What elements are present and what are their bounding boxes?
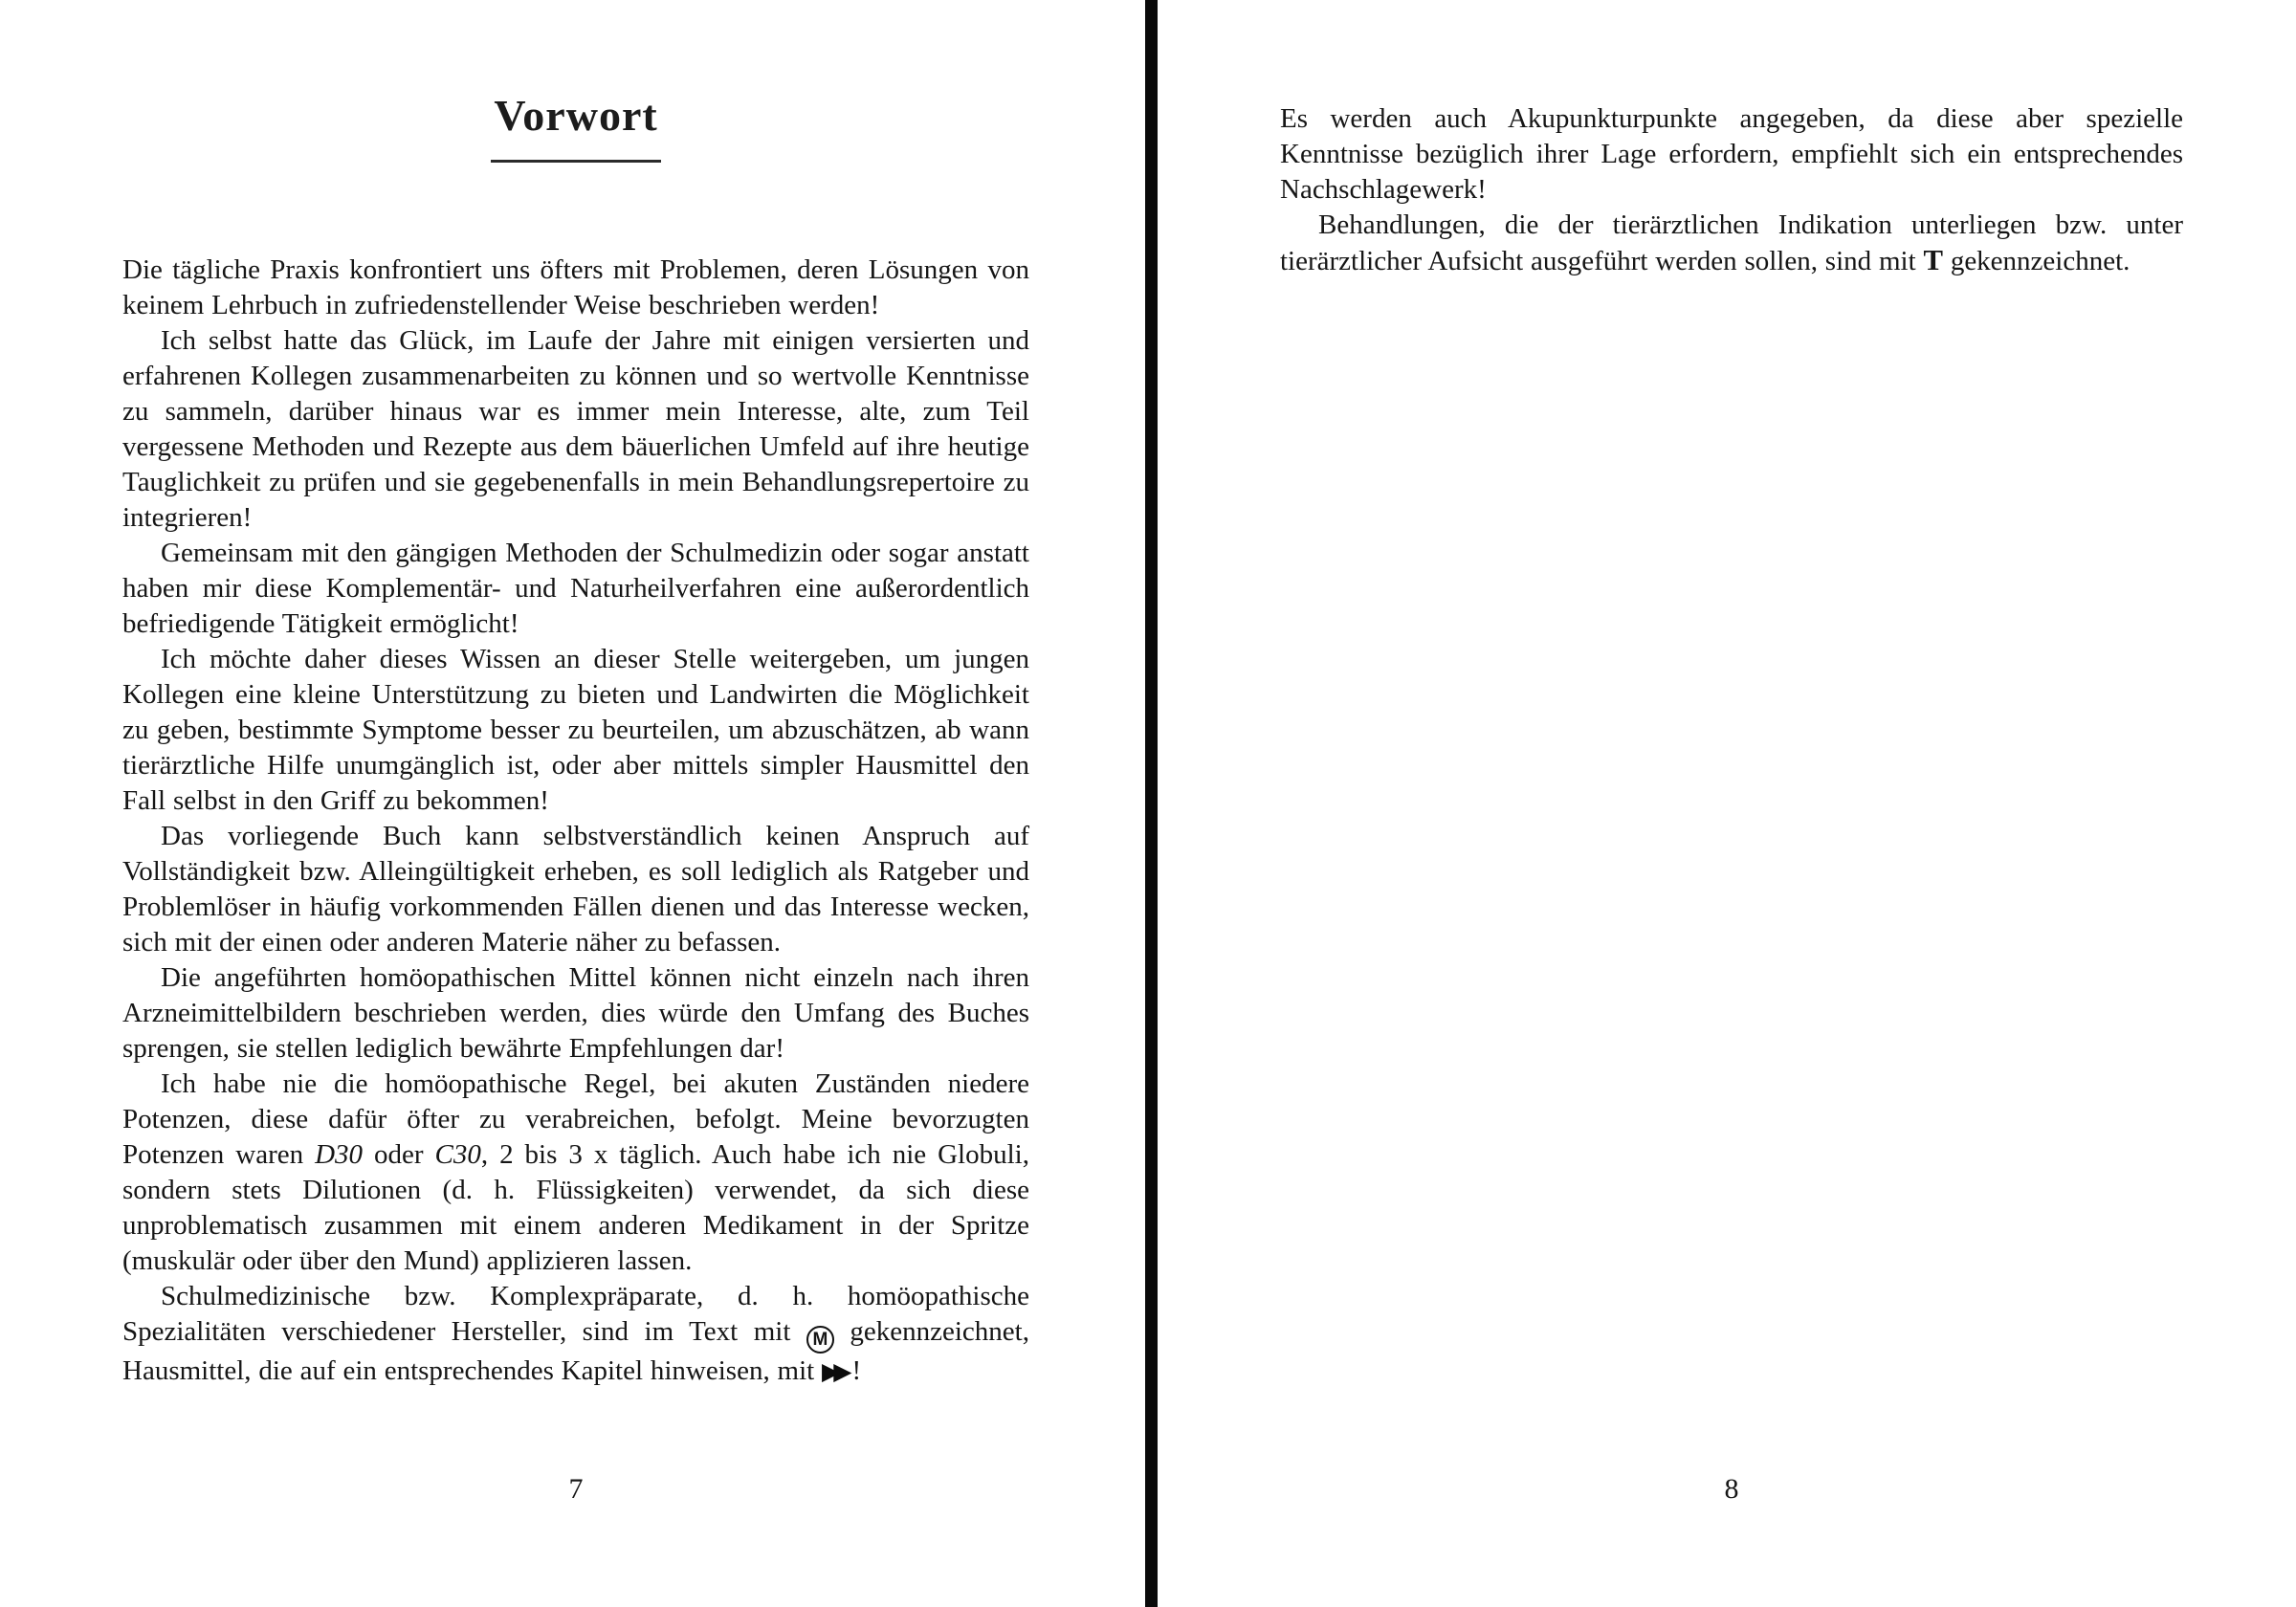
circled-m-icon: M bbox=[806, 1326, 834, 1354]
paragraph bbox=[122, 1279, 1029, 1389]
text-run: Ich habe nie die homöopathische Regel, bei akuten Zuständen niedere Potenzen, diese dafür öfter zu verabreichen, befolgt. Meine bevorzugten Potenzen waren bbox=[122, 1068, 1029, 1170]
right-page-body bbox=[1280, 101, 2183, 279]
text-run: Ich selbst hatte das Glück, im Laufe der Jahre mit einigen versierten und erfahrenen Kollegen zusammenarbeiten zu können und so wertvolle Kenntnisse zu sammeln, darüber hinaus war es immer mein Interesse, alte, zum Teil vergessene Methoden und Rezepte aus dem bäuerlichen Umfeld auf ihre heutige Tauglichkeit zu prüfen und sie gegebenenfalls in mein Behandlungsrepertoire zu integrieren! bbox=[122, 325, 1029, 533]
text-run: Gemeinsam mit den gängigen Methoden der Schulmedizin oder sogar anstatt haben mir diese Komplementär- und Naturheilverfahren eine außerordentlich befriedigende Tätigkeit ermöglicht! bbox=[122, 538, 1029, 639]
paragraph bbox=[122, 253, 1029, 323]
text-run: ! bbox=[851, 1355, 862, 1386]
text-run: , 2 bis 3 x täglich. Auch habe ich nie Globuli, sondern stets Dilutionen (d. h. Flüssigkeiten) verwendet, da sich diese unproblematisch zusammen mit einem anderen Medikament in der Spritze (muskulär oder über den Mund) applizieren lassen. bbox=[122, 1139, 1029, 1276]
page-divider bbox=[1145, 0, 1158, 1607]
page-number-left: 7 bbox=[568, 1473, 584, 1505]
text-run: Behandlungen, die der tierärztlichen Indikation unterliegen bzw. unter tierärztlicher Aufsicht ausgeführt werden sollen, sind mit bbox=[1280, 209, 2183, 276]
paragraph bbox=[122, 819, 1029, 960]
text-run: Die angeführten homöopathischen Mittel können nicht einzeln nach ihren Arzneimittelbildern beschrieben werden, dies würde den Umfang des Buches sprengen, sie stellen lediglich bewährte Empfehlungen dar! bbox=[122, 962, 1029, 1064]
paragraph bbox=[122, 642, 1029, 819]
left-text-block bbox=[122, 0, 1029, 1607]
text-run: Es werden auch Akupunkturpunkte angegeben, da diese aber spezielle Kenntnisse bezüglich ihrer Lage erfordern, empfiehlt sich ein entsprechendes Nachschlagewerk! bbox=[1280, 103, 2183, 205]
paragraph bbox=[122, 536, 1029, 642]
text-run: oder bbox=[363, 1139, 435, 1170]
left-page-body bbox=[122, 253, 1029, 1389]
page-number-right: 8 bbox=[1724, 1473, 1739, 1505]
title-rule bbox=[491, 160, 661, 163]
fast-forward-icon: ▶▶ bbox=[822, 1357, 846, 1385]
text-bold: T bbox=[1923, 244, 1943, 276]
text-italic: D30 bbox=[315, 1139, 364, 1170]
page-title: Vorwort bbox=[494, 91, 658, 140]
right-page bbox=[1158, 0, 2296, 1607]
paragraph bbox=[1280, 101, 2183, 208]
text-italic: C30 bbox=[434, 1139, 481, 1170]
paragraph bbox=[122, 1067, 1029, 1279]
paragraph bbox=[122, 960, 1029, 1067]
text-run: Schulmedizinische bzw. Komplexpräparate, d. h. homöopathische Spezialitäten verschiedener Hersteller, sind im Text mit bbox=[122, 1281, 1029, 1347]
right-text-block bbox=[1280, 0, 2183, 1607]
text-run: Das vorliegende Buch kann selbstverständlich keinen Anspruch auf Vollständigkeit bzw. Alleingültigkeit erheben, es soll lediglich als Ratgeber und Problemlöser in häufig vorkommenden Fällen dienen und das Interesse wecken, sich mit der einen oder anderen Materie näher zu befassen. bbox=[122, 821, 1029, 958]
paragraph bbox=[122, 323, 1029, 536]
paragraph bbox=[1280, 208, 2183, 279]
text-run: gekennzeichnet, Hausmittel, die auf ein entsprechendes Kapitel hinweisen, mit bbox=[122, 1316, 1029, 1386]
text-run: gekennzeichnet. bbox=[1942, 246, 2130, 276]
left-page bbox=[0, 0, 1145, 1607]
text-run: Die tägliche Praxis konfrontiert uns öfters mit Problemen, deren Lösungen von keinem Lehrbuch in zufriedenstellender Weise beschrieben werden! bbox=[122, 254, 1029, 320]
text-run: Ich möchte daher dieses Wissen an dieser Stelle weitergeben, um jungen Kollegen eine kleine Unterstützung zu bieten und Landwirten die Möglichkeit zu geben, bestimmte Symptome besser zu beurteilen, um abzuschätzen, ab wann tierärztliche Hilfe unumgänglich ist, oder aber mittels simpler Hausmittel den Fall selbst in den Griff zu bekommen! bbox=[122, 644, 1029, 816]
